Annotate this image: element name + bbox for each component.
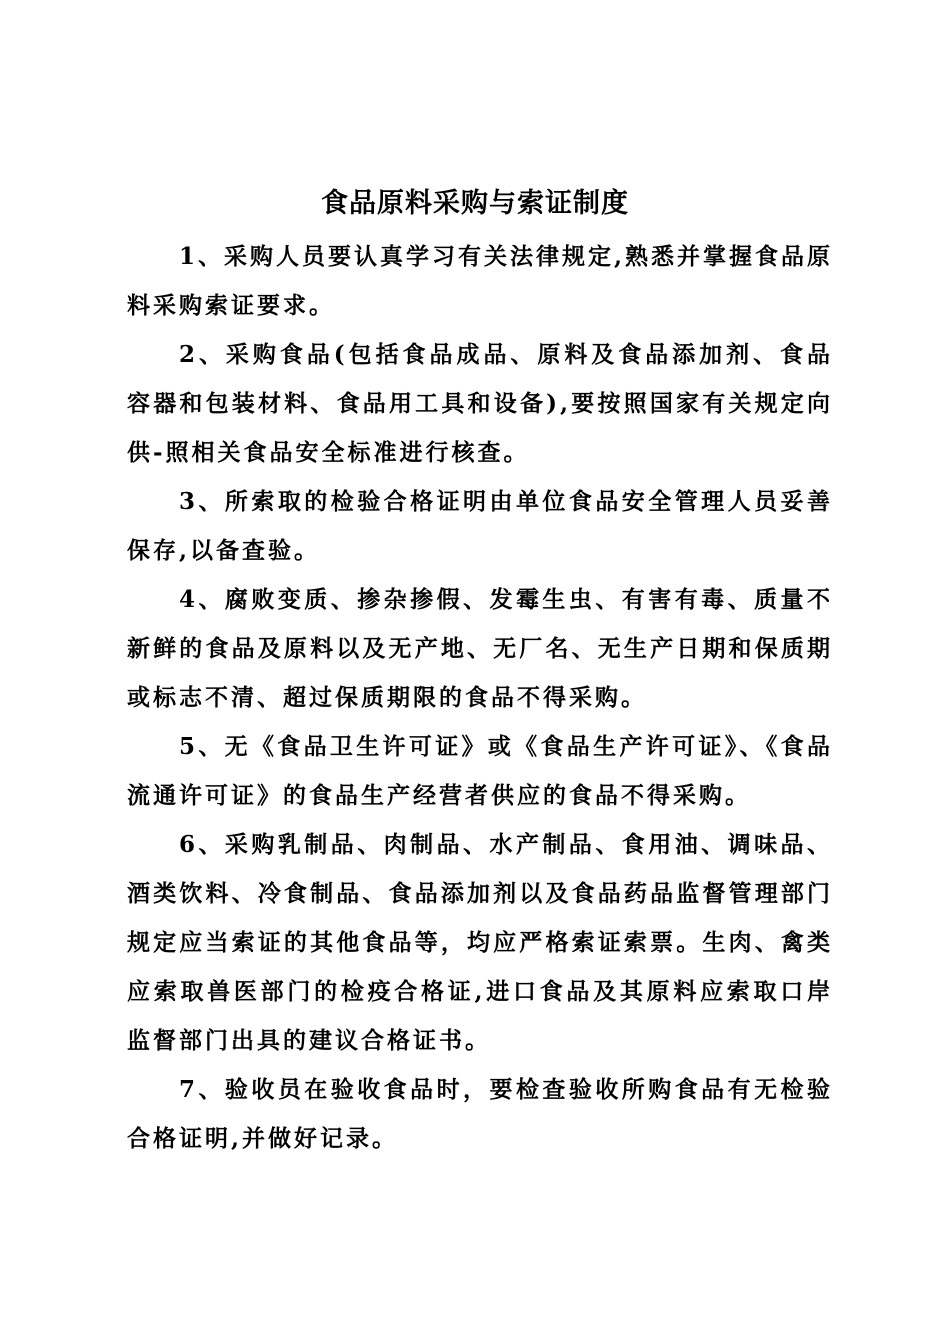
paragraph-6: 6、采购乳制品、肉制品、水产制品、食用油、调味品、酒类饮料、冷食制品、食品添加剂以及食品药品监督管理部门规定应当索证的其他食品等，均应严格索证索票。生肉、禽类应索取兽医部门的检疫合格证,进口食品及其原料应索取口岸监督部门出具的建议合格证书。 (127, 831, 833, 1054)
document-body (127, 232, 833, 1163)
paragraph-2: 2、采购食品(包括食品成品、原料及食品添加剂、食品容器和包装材料、食品用工具和设备),要按照国家有关规定向供-照相关食品安全标准进行核查。 (127, 341, 833, 466)
paragraph-4: 4、腐败变质、掺杂掺假、发霉生虫、有害有毒、质量不新鲜的食品及原料以及无产地、无厂名、无生产日期和保质期或标志不清、超过保质期限的食品不得采购。 (127, 586, 833, 711)
paragraph-1: 1、采购人员要认真学习有关法律规定,熟悉并掌握食品原料采购索证要求。 (127, 243, 834, 319)
paragraph-3: 3、所索取的检验合格证明由单位食品安全管理人员妥善保存,以备查验。 (127, 488, 833, 564)
paragraph-7: 7、验收员在验收食品时，要检查验收所购食品有无检验合格证明,并做好记录。 (127, 1076, 833, 1152)
document-title: 食品原料采购与索证制度 (321, 188, 629, 219)
paragraph-5: 5、无《食品卫生许可证》或《食品生产许可证》、《食品流通许可证》的食品生产经营者供应的食品不得采购。 (127, 733, 833, 809)
